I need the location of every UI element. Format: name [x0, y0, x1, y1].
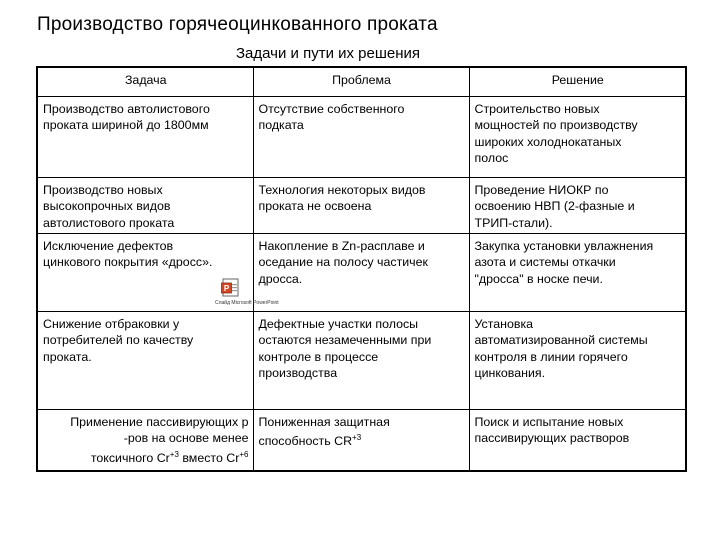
- table-header-row: [37, 67, 686, 96]
- cell-task: [37, 311, 253, 409]
- page-title: Производство горячеоцинкованного проката: [37, 14, 438, 35]
- cell-task: [37, 409, 253, 471]
- charge-superscript: +3: [352, 433, 362, 442]
- cell-text: Дефектные участки полосы остаются незамеченными при контроле в процессе производства: [258, 316, 432, 380]
- cell-task: [37, 233, 279, 311]
- table-row: [37, 96, 686, 177]
- cell-text: Проведение НИОКР по освоению НВП (2-фазные и ТРИП-стали).: [474, 182, 635, 230]
- header-task: Задача: [37, 67, 253, 96]
- cell-problem: [253, 233, 469, 311]
- cell-task: [37, 177, 253, 233]
- table-row: [37, 311, 686, 409]
- cell-problem: [253, 177, 469, 233]
- cell-problem: [253, 409, 469, 471]
- cell-text: Снижение отбраковки у потребителей по качеству проката.: [43, 316, 194, 364]
- cell-text: Отсутствие собственного подката: [258, 101, 405, 132]
- svg-text:P: P: [223, 283, 230, 293]
- tasks-table: [36, 66, 687, 472]
- cell-text: Поиск и испытание новых пассивирующих растворов: [474, 414, 630, 445]
- cell-problem: [253, 96, 469, 177]
- cell-solution: [469, 311, 686, 409]
- cell-solution: [469, 233, 686, 311]
- powerpoint-slide-icon[interactable]: [215, 278, 279, 306]
- cell-text: Производство автолистового проката шириной до 1800мм: [43, 101, 210, 132]
- cell-problem: [253, 311, 469, 409]
- table-title: Задачи и пути их решения: [236, 45, 421, 62]
- charge-superscript: +6: [239, 449, 249, 459]
- cell-solution: [469, 177, 686, 233]
- table-row: [37, 409, 686, 471]
- cell-text: Пониженная защитная способность $CR^{+3}$: [258, 414, 390, 449]
- table-row: [37, 177, 686, 233]
- cell-text: Исключение дефектов цинкового покрытия «дросс».: [43, 238, 213, 269]
- cell-solution: [469, 96, 686, 177]
- header-problem: Проблема: [253, 67, 469, 96]
- icon-caption: Слайд Microsoft PowerPoint: [215, 299, 279, 306]
- cell-text: Технология некоторых видов проката не освоена: [258, 182, 426, 213]
- cell-text: Применение пассивирующих р -ров на основе менее токсичного $Cr^{+3}$ вместо $Cr^{+6}$: [70, 414, 249, 465]
- cell-task: [37, 96, 253, 177]
- cell-solution: [469, 409, 686, 471]
- cell-text: Производство новых высокопрочных видов автолистового проката: [43, 182, 175, 230]
- header-solution: Решение: [469, 67, 686, 96]
- cell-text: Закупка установки увлажнения азота и системы откачки "дросса" в носке печи.: [474, 238, 654, 286]
- charge-superscript: +3: [169, 449, 179, 459]
- table-row: [37, 233, 686, 311]
- cell-text: Установка автоматизированной системы контроля в линии горячего цинкования.: [474, 316, 648, 380]
- cell-text: Строительство новых мощностей по производству широких холоднокатаных полос: [474, 101, 638, 165]
- cell-text: Накопление в Zn-расплаве и оседание на полосу частичек дросса.: [258, 238, 428, 286]
